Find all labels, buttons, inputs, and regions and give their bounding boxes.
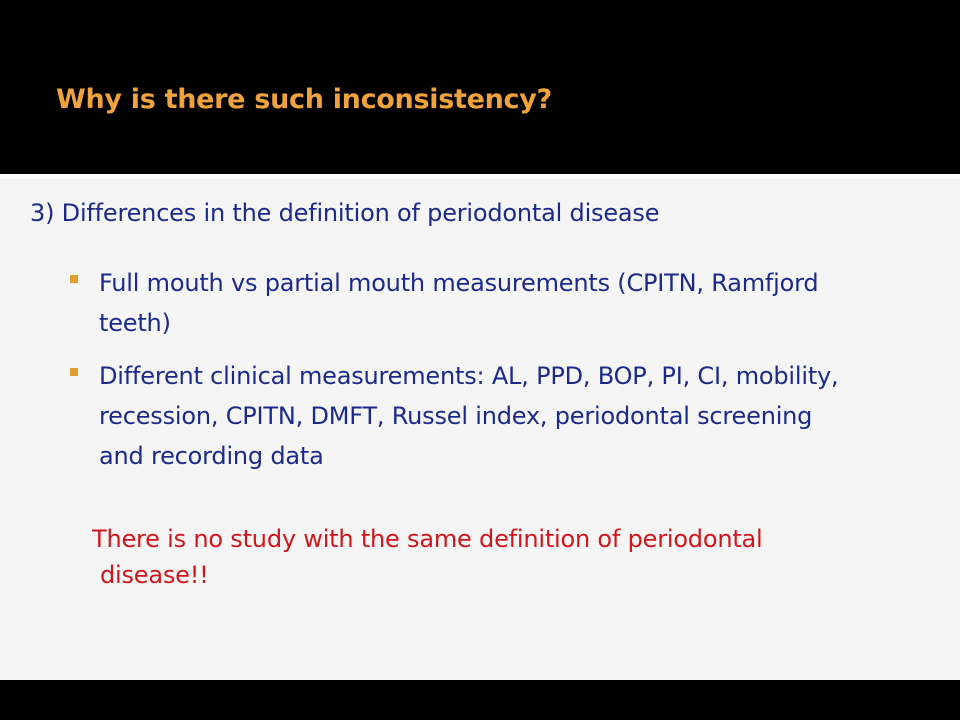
emphasis-note-line-1: There is no study with the same definition of periodontal: [92, 525, 763, 553]
bullet-text: Full mouth vs partial mouth measurements (CPITN, Ramfjord teeth): [99, 269, 819, 337]
title-band: [0, 0, 960, 174]
slide-content: [0, 179, 960, 680]
section-heading: 3) Differences in the definition of periodontal disease: [30, 199, 660, 227]
bottom-band: [0, 680, 960, 720]
bullet-square-icon: [70, 368, 78, 376]
bullet-item: [70, 263, 850, 343]
bullet-item: [70, 356, 850, 476]
slide-title: Why is there such inconsistency?: [56, 84, 552, 115]
emphasis-note: [92, 521, 892, 593]
bullet-square-icon: [70, 275, 78, 283]
emphasis-note-line-2: disease!!: [100, 561, 209, 589]
bullet-text: Different clinical measurements: AL, PPD, BOP, PI, CI, mobility, recession, CPITN, DMFT, Russel index, periodontal screening and recording data: [99, 362, 839, 470]
